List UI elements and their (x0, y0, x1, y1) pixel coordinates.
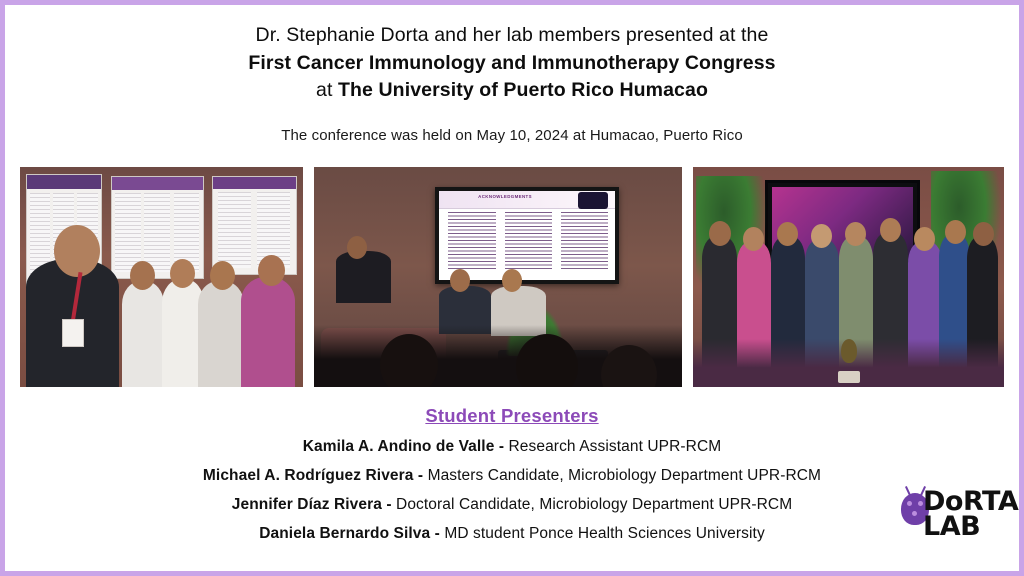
projected-slide-title: ACKNOWLEDGMENTS (478, 193, 532, 199)
photo-row (20, 167, 1004, 387)
presenter-name: Daniela Bernardo Silva - (259, 525, 445, 542)
presenter-row (5, 438, 1019, 456)
presenter-name: Jennifer Díaz Rivera - (231, 496, 397, 513)
dorta-lab-logo (895, 483, 1019, 561)
person-2 (122, 281, 164, 387)
logo-line-1: DoRTA (923, 486, 1019, 517)
dorta-lab-logo-on-slide (578, 192, 608, 209)
subtitle: The conference was held on May 10, 2024 at Humacao, Puerto Rico (281, 127, 743, 145)
title-line-1: Dr. Stephanie Dorta and her lab members presented at the (255, 24, 769, 46)
person-4 (198, 281, 243, 387)
title-line-3 (5, 77, 1019, 105)
presenter-role: MD student Ponce Health Sciences University (444, 525, 765, 542)
poster-session-photo (20, 167, 303, 387)
person-1-head (54, 225, 100, 277)
presenter-row (5, 467, 1019, 485)
presenter-role: Doctoral Candidate, Microbiology Department UPR-RCM (396, 496, 793, 513)
award-trophy (838, 339, 860, 383)
title-line-3-prefix: at (316, 79, 339, 102)
presenters-heading: Student Presenters (425, 405, 599, 426)
presenter-row (5, 525, 1019, 543)
presenter-role: Masters Candidate, Microbiology Department UPR-RCM (427, 467, 822, 484)
poster-right (212, 176, 297, 275)
presentation-room-photo (314, 167, 682, 387)
presenter-name: Kamila A. Andino de Valle - (302, 438, 509, 455)
title-line-3-bold: The University of Puerto Rico Humacao (338, 79, 708, 102)
student-presenters-block (5, 405, 1019, 543)
title-line-2: First Cancer Immunology and Immunotherapy Congress (248, 51, 776, 74)
presenter-name: Michael A. Rodríguez Rivera - (202, 467, 428, 484)
logo-line-2: LAB (923, 511, 981, 543)
title-block (5, 5, 1019, 105)
presenter-role: Research Assistant UPR-RCM (508, 438, 722, 455)
seated-person-left (336, 251, 391, 304)
group-photo (693, 167, 1004, 387)
person-5 (241, 277, 295, 387)
presenter-row (5, 496, 1019, 514)
